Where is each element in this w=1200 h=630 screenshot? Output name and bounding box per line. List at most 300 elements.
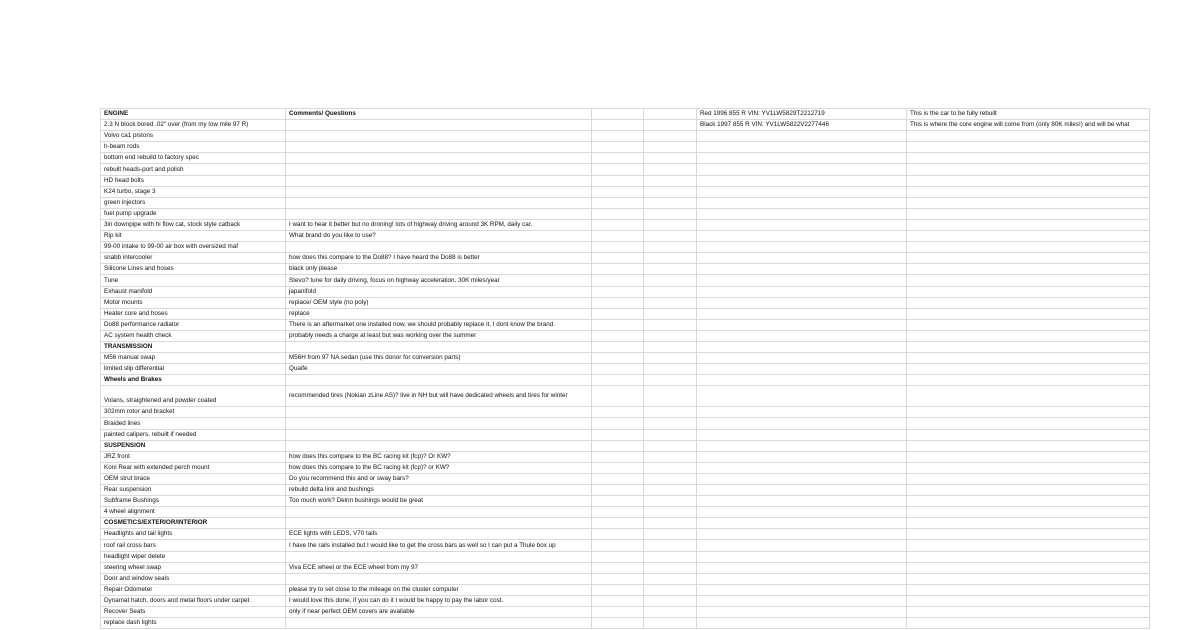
empty-cell[interactable] bbox=[592, 319, 644, 330]
empty-cell[interactable] bbox=[907, 197, 1150, 208]
item-cell[interactable]: Tune bbox=[101, 275, 286, 286]
comment-cell[interactable]: replace/ OEM style (no poly) bbox=[286, 297, 592, 308]
empty-cell[interactable] bbox=[907, 485, 1150, 496]
empty-cell[interactable] bbox=[644, 308, 697, 319]
comment-cell[interactable] bbox=[286, 429, 592, 440]
empty-cell[interactable] bbox=[697, 164, 907, 175]
empty-cell[interactable] bbox=[697, 319, 907, 330]
empty-cell[interactable] bbox=[907, 618, 1150, 629]
comment-cell[interactable] bbox=[286, 120, 592, 131]
empty-cell[interactable] bbox=[697, 540, 907, 551]
item-cell[interactable]: Wheels and Brakes bbox=[101, 375, 286, 386]
comment-cell[interactable] bbox=[286, 208, 592, 219]
empty-cell[interactable] bbox=[592, 473, 644, 484]
item-cell[interactable]: Rip kit bbox=[101, 231, 286, 242]
empty-cell[interactable] bbox=[697, 219, 907, 230]
empty-cell[interactable] bbox=[592, 462, 644, 473]
item-cell[interactable]: 302mm rotor and bracket bbox=[101, 407, 286, 418]
empty-cell[interactable] bbox=[907, 186, 1150, 197]
item-cell[interactable]: M56 manual swap bbox=[101, 353, 286, 364]
comment-cell[interactable]: only if near perfect OEM covers are available bbox=[286, 607, 592, 618]
empty-cell[interactable] bbox=[907, 253, 1150, 264]
empty-cell[interactable] bbox=[644, 153, 697, 164]
empty-cell[interactable] bbox=[697, 386, 907, 407]
vin-cell[interactable]: Black 1997 855 R VIN: YV1LW5822V2277446 bbox=[697, 120, 907, 131]
empty-cell[interactable] bbox=[644, 297, 697, 308]
empty-cell[interactable] bbox=[592, 308, 644, 319]
table-row bbox=[101, 496, 1150, 507]
empty-cell[interactable] bbox=[644, 231, 697, 242]
item-cell[interactable]: TRANSMISSION bbox=[101, 341, 286, 352]
empty-cell[interactable] bbox=[907, 429, 1150, 440]
comment-cell[interactable]: rebuild delta link and bushings bbox=[286, 485, 592, 496]
empty-cell[interactable] bbox=[592, 584, 644, 595]
empty-cell[interactable] bbox=[907, 153, 1150, 164]
comment-cell[interactable] bbox=[286, 164, 592, 175]
empty-cell[interactable] bbox=[697, 451, 907, 462]
empty-cell[interactable] bbox=[907, 595, 1150, 606]
comment-cell[interactable]: replace bbox=[286, 308, 592, 319]
cell-e1[interactable]: Red 1996 855 R VIN: YV1LW5829T2212719 bbox=[697, 109, 907, 120]
item-cell[interactable]: Heater core and hoses bbox=[101, 308, 286, 319]
empty-cell[interactable] bbox=[592, 131, 644, 142]
table-row bbox=[101, 197, 1150, 208]
empty-cell[interactable] bbox=[907, 297, 1150, 308]
empty-cell[interactable] bbox=[644, 607, 697, 618]
empty-cell[interactable] bbox=[644, 540, 697, 551]
empty-cell[interactable] bbox=[697, 440, 907, 451]
item-cell[interactable]: roof rail cross bars bbox=[101, 540, 286, 551]
table-row bbox=[101, 485, 1150, 496]
comment-cell[interactable] bbox=[286, 418, 592, 429]
comment-cell[interactable]: Quaife bbox=[286, 364, 592, 375]
comment-cell[interactable]: Stevo? tune for daily driving, focus on highway acceleration, 30K miles/year bbox=[286, 275, 592, 286]
item-cell[interactable]: Silicone Lines and hoses bbox=[101, 264, 286, 275]
cell-d1[interactable] bbox=[644, 109, 697, 120]
empty-cell[interactable] bbox=[907, 319, 1150, 330]
empty-cell[interactable] bbox=[697, 473, 907, 484]
empty-cell[interactable] bbox=[592, 595, 644, 606]
comment-cell[interactable] bbox=[286, 573, 592, 584]
empty-cell[interactable] bbox=[592, 175, 644, 186]
empty-cell[interactable] bbox=[644, 164, 697, 175]
empty-cell[interactable] bbox=[697, 607, 907, 618]
comment-cell[interactable] bbox=[286, 341, 592, 352]
empty-cell[interactable] bbox=[644, 286, 697, 297]
spreadsheet-table bbox=[100, 108, 1150, 629]
item-cell[interactable]: Headlights and tail lights bbox=[101, 529, 286, 540]
empty-cell[interactable] bbox=[907, 551, 1150, 562]
empty-cell[interactable] bbox=[644, 186, 697, 197]
empty-cell[interactable] bbox=[907, 242, 1150, 253]
empty-cell[interactable] bbox=[697, 551, 907, 562]
empty-cell[interactable] bbox=[592, 264, 644, 275]
empty-cell[interactable] bbox=[644, 197, 697, 208]
item-cell[interactable]: AC system health check bbox=[101, 330, 286, 341]
empty-cell[interactable] bbox=[697, 496, 907, 507]
item-cell[interactable]: h-beam rods bbox=[101, 142, 286, 153]
item-cell[interactable]: SUSPENSION bbox=[101, 440, 286, 451]
empty-cell[interactable] bbox=[592, 407, 644, 418]
item-cell[interactable]: Volvo ca1 pistons bbox=[101, 131, 286, 142]
empty-cell[interactable] bbox=[644, 341, 697, 352]
empty-cell[interactable] bbox=[697, 518, 907, 529]
empty-cell[interactable] bbox=[907, 540, 1150, 551]
empty-cell[interactable] bbox=[907, 562, 1150, 573]
empty-cell[interactable] bbox=[697, 618, 907, 629]
empty-cell[interactable] bbox=[907, 462, 1150, 473]
empty-cell[interactable] bbox=[592, 551, 644, 562]
empty-cell[interactable] bbox=[907, 142, 1150, 153]
empty-cell[interactable] bbox=[592, 618, 644, 629]
empty-cell[interactable] bbox=[592, 231, 644, 242]
empty-cell[interactable] bbox=[907, 386, 1150, 407]
empty-cell[interactable] bbox=[592, 330, 644, 341]
item-cell[interactable]: 2.3 N block bored .02" over (from my low mile 97 R) bbox=[101, 120, 286, 131]
empty-cell[interactable] bbox=[644, 562, 697, 573]
empty-cell[interactable] bbox=[644, 375, 697, 386]
empty-cell[interactable] bbox=[592, 341, 644, 352]
empty-cell[interactable] bbox=[592, 120, 644, 131]
item-cell[interactable]: replace dash lights bbox=[101, 618, 286, 629]
empty-cell[interactable] bbox=[592, 153, 644, 164]
empty-cell[interactable] bbox=[592, 451, 644, 462]
item-cell[interactable]: COSMETICS/EXTERIOR/INTERIOR bbox=[101, 518, 286, 529]
empty-cell[interactable] bbox=[644, 319, 697, 330]
empty-cell[interactable] bbox=[644, 330, 697, 341]
empty-cell[interactable] bbox=[697, 253, 907, 264]
empty-cell[interactable] bbox=[592, 242, 644, 253]
empty-cell[interactable] bbox=[697, 485, 907, 496]
empty-cell[interactable] bbox=[697, 429, 907, 440]
empty-cell[interactable] bbox=[907, 496, 1150, 507]
empty-cell[interactable] bbox=[907, 330, 1150, 341]
empty-cell[interactable] bbox=[697, 375, 907, 386]
empty-cell[interactable] bbox=[697, 297, 907, 308]
empty-cell[interactable] bbox=[907, 353, 1150, 364]
empty-cell[interactable] bbox=[907, 364, 1150, 375]
item-cell[interactable]: bottom end rebuild to factory spec bbox=[101, 153, 286, 164]
comment-cell[interactable]: Too much work? Delrin bushings would be great bbox=[286, 496, 592, 507]
comment-cell[interactable] bbox=[286, 242, 592, 253]
empty-cell[interactable] bbox=[592, 518, 644, 529]
empty-cell[interactable] bbox=[697, 153, 907, 164]
item-cell[interactable]: fuel pump upgrade bbox=[101, 208, 286, 219]
empty-cell[interactable] bbox=[592, 375, 644, 386]
comment-cell[interactable] bbox=[286, 375, 592, 386]
comment-cell[interactable] bbox=[286, 142, 592, 153]
comment-cell[interactable]: how does this compare to the BC racing kit (fcp)? Or KW? bbox=[286, 451, 592, 462]
empty-cell[interactable] bbox=[592, 353, 644, 364]
empty-cell[interactable] bbox=[592, 197, 644, 208]
item-cell[interactable]: 3in downpipe with hi flow cat, stock style catback bbox=[101, 219, 286, 230]
table-row bbox=[101, 562, 1150, 573]
empty-cell[interactable] bbox=[907, 518, 1150, 529]
empty-cell[interactable] bbox=[697, 529, 907, 540]
empty-cell[interactable] bbox=[697, 407, 907, 418]
empty-cell[interactable] bbox=[592, 562, 644, 573]
comment-cell[interactable] bbox=[286, 440, 592, 451]
empty-cell[interactable] bbox=[907, 507, 1150, 518]
item-cell[interactable]: Braided lines bbox=[101, 418, 286, 429]
empty-cell[interactable] bbox=[644, 264, 697, 275]
item-cell[interactable]: K24 turbo, stage 3 bbox=[101, 186, 286, 197]
table-row bbox=[101, 319, 1150, 330]
table-row bbox=[101, 364, 1150, 375]
item-cell[interactable]: painted calipers, rebuilt if needed bbox=[101, 429, 286, 440]
empty-cell[interactable] bbox=[592, 429, 644, 440]
item-cell[interactable]: Door and window seals bbox=[101, 573, 286, 584]
item-cell[interactable]: 99-00 intake to 99-00 air box with oversized maf bbox=[101, 242, 286, 253]
item-cell[interactable]: Rear suspension bbox=[101, 485, 286, 496]
empty-cell[interactable] bbox=[592, 540, 644, 551]
empty-cell[interactable] bbox=[644, 507, 697, 518]
empty-cell[interactable] bbox=[592, 418, 644, 429]
empty-cell[interactable] bbox=[697, 308, 907, 319]
empty-cell[interactable] bbox=[697, 186, 907, 197]
table-row bbox=[101, 242, 1150, 253]
empty-cell[interactable] bbox=[907, 451, 1150, 462]
table-row bbox=[101, 573, 1150, 584]
empty-cell[interactable] bbox=[697, 418, 907, 429]
empty-cell[interactable] bbox=[907, 473, 1150, 484]
comment-cell[interactable] bbox=[286, 507, 592, 518]
table-row bbox=[101, 186, 1150, 197]
empty-cell[interactable] bbox=[697, 562, 907, 573]
comment-cell[interactable]: I have the rails installed but I would like to get the cross bars as well so I can put a Thule box up bbox=[286, 540, 592, 551]
empty-cell[interactable] bbox=[907, 131, 1150, 142]
empty-cell[interactable] bbox=[644, 120, 697, 131]
empty-cell[interactable] bbox=[592, 164, 644, 175]
empty-cell[interactable] bbox=[907, 341, 1150, 352]
empty-cell[interactable] bbox=[907, 440, 1150, 451]
item-cell[interactable]: green injectors bbox=[101, 197, 286, 208]
empty-cell[interactable] bbox=[697, 595, 907, 606]
empty-cell[interactable] bbox=[907, 264, 1150, 275]
comment-cell[interactable] bbox=[286, 131, 592, 142]
section-header-row bbox=[101, 341, 1150, 352]
table-row bbox=[101, 353, 1150, 364]
empty-cell[interactable] bbox=[644, 386, 697, 407]
empty-cell[interactable] bbox=[592, 386, 644, 407]
comment-cell[interactable]: how does this compare to the Do88? I have heard the Do88 is better bbox=[286, 253, 592, 264]
table-row bbox=[101, 595, 1150, 606]
empty-cell[interactable] bbox=[644, 418, 697, 429]
empty-cell[interactable] bbox=[697, 242, 907, 253]
item-cell[interactable]: Volans, straightened and powder coated bbox=[101, 386, 286, 407]
empty-cell[interactable] bbox=[592, 286, 644, 297]
cell-f1[interactable]: This is the car to be fully rebuilt bbox=[907, 109, 1150, 120]
empty-cell[interactable] bbox=[697, 275, 907, 286]
empty-cell[interactable] bbox=[644, 142, 697, 153]
comment-cell[interactable]: please try to set close to the mileage on the cluster computer bbox=[286, 584, 592, 595]
item-cell[interactable]: Koni Rear with extended perch mount bbox=[101, 462, 286, 473]
empty-cell[interactable] bbox=[697, 330, 907, 341]
item-cell[interactable]: Repair Odometer bbox=[101, 584, 286, 595]
table-row bbox=[101, 253, 1150, 264]
empty-cell[interactable] bbox=[592, 364, 644, 375]
empty-cell[interactable] bbox=[644, 462, 697, 473]
empty-cell[interactable] bbox=[592, 529, 644, 540]
empty-cell[interactable] bbox=[644, 595, 697, 606]
item-cell[interactable]: Do88 performance radiator bbox=[101, 319, 286, 330]
empty-cell[interactable] bbox=[907, 529, 1150, 540]
empty-cell[interactable] bbox=[907, 308, 1150, 319]
cell-c1[interactable] bbox=[592, 109, 644, 120]
empty-cell[interactable] bbox=[907, 219, 1150, 230]
empty-cell[interactable] bbox=[644, 618, 697, 629]
comment-cell[interactable]: japanifold bbox=[286, 286, 592, 297]
empty-cell[interactable] bbox=[907, 375, 1150, 386]
table-row bbox=[101, 297, 1150, 308]
empty-cell[interactable] bbox=[592, 219, 644, 230]
empty-cell[interactable] bbox=[592, 186, 644, 197]
table-row bbox=[101, 286, 1150, 297]
empty-cell[interactable] bbox=[907, 175, 1150, 186]
empty-cell[interactable] bbox=[697, 507, 907, 518]
empty-cell[interactable] bbox=[644, 353, 697, 364]
empty-cell[interactable] bbox=[907, 275, 1150, 286]
comment-cell[interactable]: M56H from 97 NA sedan (use this donor for conversion parts) bbox=[286, 353, 592, 364]
comment-cell[interactable] bbox=[286, 153, 592, 164]
empty-cell[interactable] bbox=[907, 286, 1150, 297]
comment-cell[interactable] bbox=[286, 175, 592, 186]
empty-cell[interactable] bbox=[697, 353, 907, 364]
comment-cell[interactable]: probably needs a charge at least but was working over the summer bbox=[286, 330, 592, 341]
empty-cell[interactable] bbox=[907, 584, 1150, 595]
note-cell[interactable]: This is where the core engine will come from (only 80K miles!) and will be what bbox=[907, 120, 1150, 131]
item-cell[interactable]: OEM strut brace bbox=[101, 473, 286, 484]
empty-cell[interactable] bbox=[592, 275, 644, 286]
comment-cell[interactable]: What brand do you like to use? bbox=[286, 231, 592, 242]
empty-cell[interactable] bbox=[907, 418, 1150, 429]
item-cell[interactable]: JRZ front bbox=[101, 451, 286, 462]
item-cell[interactable]: snabb intercooler bbox=[101, 253, 286, 264]
comment-cell[interactable]: Viva ECE wheel or the ECE wheel from my 97 bbox=[286, 562, 592, 573]
empty-cell[interactable] bbox=[697, 175, 907, 186]
item-cell[interactable]: Subframe Bushings bbox=[101, 496, 286, 507]
item-cell[interactable]: limited slip differential bbox=[101, 364, 286, 375]
item-cell[interactable]: rebuilt heads-port and polish bbox=[101, 164, 286, 175]
comment-cell[interactable]: recommended tires (Nokian zLine AS)? live in NH but will have dedicated wheels and tires for winter bbox=[286, 386, 592, 407]
comment-cell[interactable]: There is an aftermarket one installed now, we should probably replace it, I dont know the brand. bbox=[286, 319, 592, 330]
cell-a1[interactable]: ENGINE bbox=[101, 109, 286, 120]
empty-cell[interactable] bbox=[644, 275, 697, 286]
item-cell[interactable]: steering wheel swap bbox=[101, 562, 286, 573]
empty-cell[interactable] bbox=[697, 231, 907, 242]
comment-cell[interactable] bbox=[286, 618, 592, 629]
empty-cell[interactable] bbox=[644, 407, 697, 418]
comment-cell[interactable] bbox=[286, 197, 592, 208]
empty-cell[interactable] bbox=[644, 440, 697, 451]
comment-cell[interactable] bbox=[286, 407, 592, 418]
empty-cell[interactable] bbox=[697, 197, 907, 208]
comment-cell[interactable]: Do you recommend this and or sway bars? bbox=[286, 473, 592, 484]
empty-cell[interactable] bbox=[644, 551, 697, 562]
empty-cell[interactable] bbox=[697, 142, 907, 153]
empty-cell[interactable] bbox=[644, 364, 697, 375]
comment-cell[interactable]: black only please bbox=[286, 264, 592, 275]
empty-cell[interactable] bbox=[592, 208, 644, 219]
empty-cell[interactable] bbox=[644, 518, 697, 529]
comment-cell[interactable] bbox=[286, 186, 592, 197]
empty-cell[interactable] bbox=[592, 485, 644, 496]
empty-cell[interactable] bbox=[644, 208, 697, 219]
empty-cell[interactable] bbox=[592, 253, 644, 264]
item-cell[interactable]: 4 wheel alignment bbox=[101, 507, 286, 518]
item-cell[interactable]: Dynamat hatch, doors and metal floors under carpet bbox=[101, 595, 286, 606]
empty-cell[interactable] bbox=[907, 208, 1150, 219]
comment-cell[interactable]: I want to hear it better but no droning! lots of highway driving around 3K RPM, daily car. bbox=[286, 219, 592, 230]
empty-cell[interactable] bbox=[697, 131, 907, 142]
empty-cell[interactable] bbox=[907, 607, 1150, 618]
empty-cell[interactable] bbox=[592, 142, 644, 153]
empty-cell[interactable] bbox=[644, 496, 697, 507]
empty-cell[interactable] bbox=[907, 407, 1150, 418]
item-cell[interactable]: Recover Seats bbox=[101, 607, 286, 618]
empty-cell[interactable] bbox=[644, 429, 697, 440]
empty-cell[interactable] bbox=[697, 364, 907, 375]
empty-cell[interactable] bbox=[644, 451, 697, 462]
empty-cell[interactable] bbox=[697, 208, 907, 219]
item-cell[interactable]: Exhaust manifold bbox=[101, 286, 286, 297]
empty-cell[interactable] bbox=[697, 462, 907, 473]
empty-cell[interactable] bbox=[592, 496, 644, 507]
empty-cell[interactable] bbox=[644, 242, 697, 253]
comment-cell[interactable]: ECE lights with LEDS, V70 tails bbox=[286, 529, 592, 540]
empty-cell[interactable] bbox=[644, 485, 697, 496]
empty-cell[interactable] bbox=[697, 264, 907, 275]
empty-cell[interactable] bbox=[644, 219, 697, 230]
table-row bbox=[101, 540, 1150, 551]
table-row bbox=[101, 231, 1150, 242]
table-row bbox=[101, 507, 1150, 518]
empty-cell[interactable] bbox=[644, 253, 697, 264]
table-row bbox=[101, 386, 1150, 407]
table-row bbox=[101, 451, 1150, 462]
empty-cell[interactable] bbox=[644, 573, 697, 584]
empty-cell[interactable] bbox=[907, 231, 1150, 242]
empty-cell[interactable] bbox=[907, 164, 1150, 175]
table-row bbox=[101, 330, 1150, 341]
empty-cell[interactable] bbox=[644, 175, 697, 186]
comment-cell[interactable]: I would love this done, if you can do it I would be happy to pay the labor cost. bbox=[286, 595, 592, 606]
empty-cell[interactable] bbox=[697, 286, 907, 297]
empty-cell[interactable] bbox=[644, 584, 697, 595]
empty-cell[interactable] bbox=[592, 573, 644, 584]
table-row bbox=[101, 551, 1150, 562]
comment-cell[interactable] bbox=[286, 518, 592, 529]
empty-cell[interactable] bbox=[907, 573, 1150, 584]
cell-b1[interactable]: Comments/ Questions bbox=[286, 109, 592, 120]
empty-cell[interactable] bbox=[644, 529, 697, 540]
empty-cell[interactable] bbox=[592, 440, 644, 451]
empty-cell[interactable] bbox=[592, 607, 644, 618]
empty-cell[interactable] bbox=[592, 297, 644, 308]
empty-cell[interactable] bbox=[644, 473, 697, 484]
item-cell[interactable]: headlight wiper delete bbox=[101, 551, 286, 562]
comment-cell[interactable] bbox=[286, 551, 592, 562]
empty-cell[interactable] bbox=[697, 584, 907, 595]
empty-cell[interactable] bbox=[592, 507, 644, 518]
empty-cell[interactable] bbox=[697, 573, 907, 584]
empty-cell[interactable] bbox=[697, 341, 907, 352]
item-cell[interactable]: Motor mounts bbox=[101, 297, 286, 308]
comment-cell[interactable]: how does this compare to the BC racing kit (fcp)? or KW? bbox=[286, 462, 592, 473]
empty-cell[interactable] bbox=[644, 131, 697, 142]
table-row bbox=[101, 120, 1150, 131]
item-cell[interactable]: HD head bolts bbox=[101, 175, 286, 186]
